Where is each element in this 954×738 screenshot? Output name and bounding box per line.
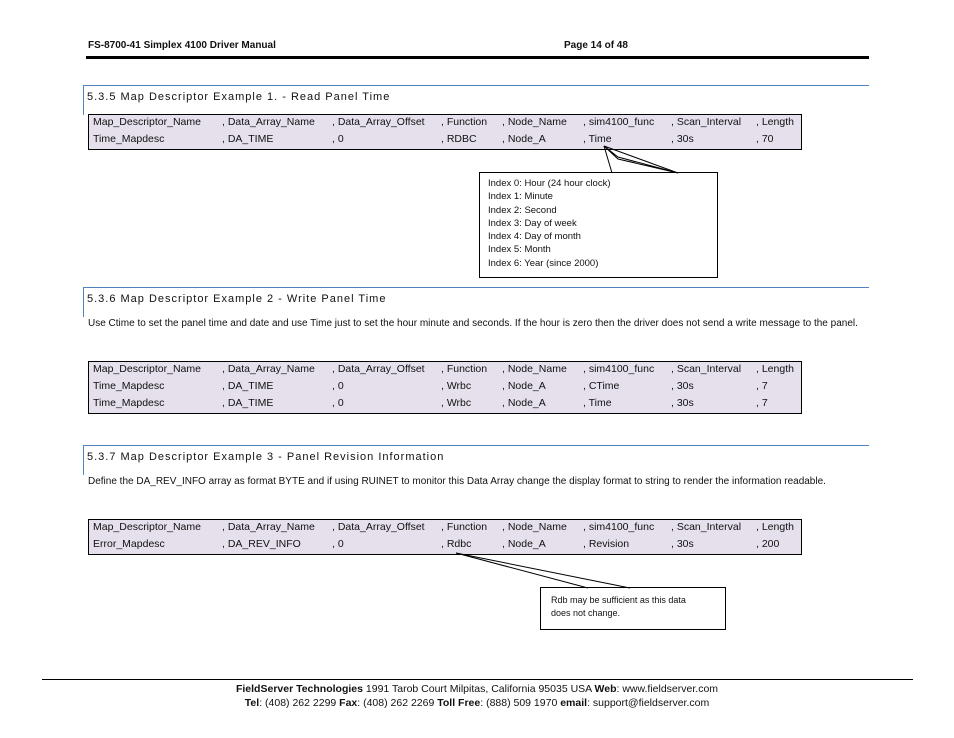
table-cell: , Revision <box>583 538 630 550</box>
table-cell: , DA_TIME <box>222 380 274 392</box>
section-heading-5-3-7 <box>83 445 869 475</box>
document-title: FS-8700-41 Simplex 4100 Driver Manual <box>88 40 276 51</box>
footer-tel: : (408) 262 2299 <box>259 697 340 709</box>
callout-leader-rdbc-b <box>456 553 630 588</box>
section-title: 5.3.5 Map Descriptor Example 1. - Read Panel Time <box>87 91 391 103</box>
section-title: 5.3.7 Map Descriptor Example 3 - Panel Revision Information <box>87 451 445 463</box>
footer-fax: : (408) 262 2269 <box>357 697 438 709</box>
footer-address: 1991 Tarob Court Milpitas, California 95035 USA <box>362 683 595 695</box>
footer-tollfree: : (888) 509 1970 <box>480 697 561 709</box>
body-paragraph: Define the DA_REV_INFO array as format BYTE and if using RUINET to monitor this Data Array change the display format to string to render the information readable. <box>88 476 826 487</box>
table-header-cell: , Length <box>756 116 794 128</box>
table-cell: , CTime <box>583 380 620 392</box>
table-cell: , 7 <box>756 380 768 392</box>
table-header-row <box>89 362 801 379</box>
footer-email-label: email <box>560 697 588 709</box>
table-header-cell: , Function <box>441 521 488 533</box>
table-header-cell: , Scan_Interval <box>671 116 742 128</box>
footer-line-1 <box>0 683 954 695</box>
callout-line: Index 6: Year (since 2000) <box>488 257 599 269</box>
table-header-cell: Map_Descriptor_Name <box>93 521 201 533</box>
rdb-note-callout <box>540 587 726 630</box>
callout-line: Index 2: Second <box>488 204 557 216</box>
callout-leader-time-a <box>604 146 612 173</box>
table-cell: , 0 <box>332 397 344 409</box>
table-row <box>89 537 801 554</box>
footer-line-2 <box>0 697 954 709</box>
table-cell: , RDBC <box>441 133 477 145</box>
table-cell: , 30s <box>671 538 694 550</box>
table-header-cell: , Scan_Interval <box>671 363 742 375</box>
header-rule <box>86 56 869 59</box>
table-cell: , 200 <box>756 538 780 550</box>
table-header-cell: , Data_Array_Offset <box>332 363 425 375</box>
table-header-cell: , sim4100_func <box>583 116 655 128</box>
table-cell: , Node_A <box>502 397 546 409</box>
table-cell: , DA_TIME <box>222 133 274 145</box>
callout-leader-time-b <box>604 146 678 173</box>
table-cell: , Time <box>583 133 612 145</box>
table-header-cell: , Data_Array_Name <box>222 363 315 375</box>
callout-line: Index 5: Month <box>488 244 551 256</box>
table-cell: , 0 <box>332 538 344 550</box>
table-cell: , Node_A <box>502 133 546 145</box>
callout-leader-rdbc-a <box>456 553 588 588</box>
footer-company: FieldServer Technologies <box>235 683 363 695</box>
table-header-row <box>89 115 801 132</box>
table-header-row <box>89 520 801 537</box>
table-header-cell: , Data_Array_Name <box>222 521 315 533</box>
table-header-cell: , Data_Array_Name <box>222 116 315 128</box>
callout-line: Index 4: Day of month <box>488 231 581 243</box>
table-cell: , DA_REV_INFO <box>222 538 301 550</box>
section-heading-5-3-5 <box>83 85 869 115</box>
footer-email: : support@fieldserver.com <box>587 697 710 709</box>
table-cell: , 70 <box>756 133 774 145</box>
table-cell: , 30s <box>671 380 694 392</box>
config-table-example-2 <box>88 361 802 414</box>
table-cell: , Time <box>583 397 612 409</box>
table-header-cell: Map_Descriptor_Name <box>93 363 201 375</box>
callout-line: does not change. <box>551 608 621 619</box>
table-header-cell: , Function <box>441 116 488 128</box>
config-table-example-3 <box>88 519 802 555</box>
table-header-cell: , Node_Name <box>502 521 567 533</box>
callout-line: Index 1: Minute <box>488 191 553 203</box>
footer-web-label: Web <box>594 683 617 695</box>
config-table-example-1 <box>88 114 802 150</box>
body-paragraph: Use Ctime to set the panel time and date and use Time just to set the hour minute and seconds. If the hour is zero then the driver does not send a write message to the panel. <box>88 318 858 329</box>
table-cell: , Rdbc <box>441 538 472 550</box>
table-row <box>89 379 801 396</box>
table-row <box>89 132 801 149</box>
table-cell: , 7 <box>756 397 768 409</box>
time-index-callout <box>479 172 718 278</box>
table-cell: , 0 <box>332 380 344 392</box>
callout-line: Rdb may be sufficient as this data <box>551 595 686 605</box>
table-header-cell: , Data_Array_Offset <box>332 521 425 533</box>
table-cell: , 30s <box>671 133 694 145</box>
footer-tollfree-label: Toll Free <box>437 697 481 709</box>
table-cell: , 0 <box>332 133 344 145</box>
table-header-cell: , Length <box>756 521 794 533</box>
callout-line: Index 3: Day of week <box>488 217 577 229</box>
section-title: 5.3.6 Map Descriptor Example 2 - Write Panel Time <box>87 293 387 305</box>
table-cell: Error_Mapdesc <box>93 538 165 550</box>
table-header-cell: , sim4100_func <box>583 363 655 375</box>
table-header-cell: Map_Descriptor_Name <box>93 116 201 128</box>
table-header-cell: , Data_Array_Offset <box>332 116 425 128</box>
table-row <box>89 396 801 413</box>
table-header-cell: , Node_Name <box>502 363 567 375</box>
callout-leader-time <box>604 146 678 173</box>
section-heading-5-3-6 <box>83 287 869 317</box>
table-cell: , Node_A <box>502 538 546 550</box>
table-header-cell: , Function <box>441 363 488 375</box>
footer-tel-label: Tel <box>244 697 260 709</box>
table-cell: Time_Mapdesc <box>93 133 165 145</box>
page-number: Page 14 of 48 <box>564 40 628 51</box>
table-cell: , Wrbc <box>441 397 472 409</box>
table-cell: Time_Mapdesc <box>93 397 165 409</box>
footer-fax-label: Fax <box>339 697 358 709</box>
footer-web: : www.fieldserver.com <box>616 683 719 695</box>
table-cell: Time_Mapdesc <box>93 380 165 392</box>
callout-line: Index 0: Hour (24 hour clock) <box>488 178 611 189</box>
table-header-cell: , Length <box>756 363 794 375</box>
table-cell: , 30s <box>671 397 694 409</box>
table-header-cell: , Node_Name <box>502 116 567 128</box>
table-header-cell: , Scan_Interval <box>671 521 742 533</box>
table-header-cell: , sim4100_func <box>583 521 655 533</box>
table-cell: , Node_A <box>502 380 546 392</box>
table-cell: , Wrbc <box>441 380 472 392</box>
footer-rule <box>42 679 913 680</box>
table-cell: , DA_TIME <box>222 397 274 409</box>
